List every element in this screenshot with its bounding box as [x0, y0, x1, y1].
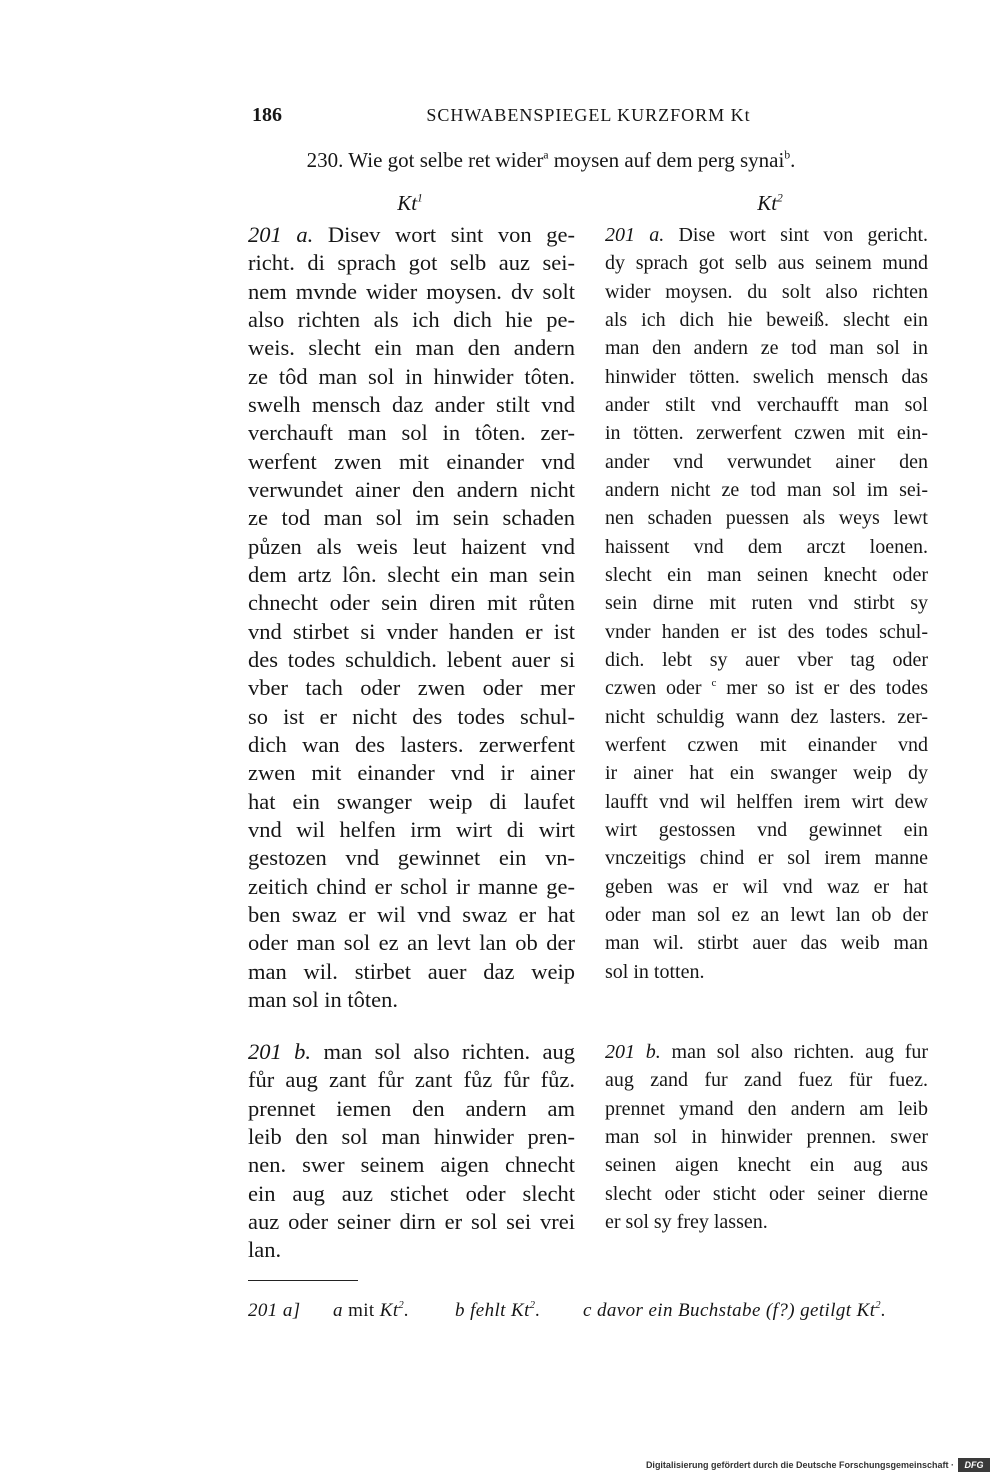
footnote-rule	[248, 1280, 358, 1281]
line-text: ze tôd man sol in hinwider tôten.	[248, 363, 575, 389]
line-text: also richten als ich dich hie pe-	[248, 306, 575, 332]
line-text: werfent czwen mit einander vnd	[605, 733, 928, 756]
page-number: 186	[252, 104, 282, 126]
chapter-title-text: moysen auf dem perg synai	[548, 148, 785, 172]
text-line	[248, 986, 575, 1014]
line-text: ben swaz er wil vnd swaz er hat	[248, 901, 575, 927]
paragraph-number: 201 a.	[248, 222, 314, 247]
line-text: auz oder seiner dirn er sol sei vrei	[248, 1208, 575, 1234]
text-line	[248, 1208, 575, 1236]
paragraph-201b	[605, 1038, 928, 1236]
text-line	[605, 788, 928, 816]
text-line	[248, 929, 575, 957]
text-line	[605, 561, 928, 589]
text-line	[605, 1123, 928, 1151]
line-text: ir ainer hat ein swanger weip dy	[605, 762, 928, 785]
text-line	[248, 1066, 575, 1094]
line-text: wirt gestossen vnd gewinnet ein	[605, 818, 928, 841]
siglum: Kt	[511, 1300, 530, 1321]
text-line	[248, 646, 575, 674]
line-text: des todes schuldich. lebent auer si	[248, 646, 575, 672]
line-text: slecht oder sticht oder seiner dierne	[605, 1182, 928, 1205]
text-line	[605, 759, 928, 787]
text-line	[248, 476, 575, 504]
text-line	[605, 1038, 928, 1066]
line-text: 201 a. Disev wort sint von ge-	[248, 222, 575, 247]
text-line	[248, 844, 575, 872]
line-text: czwen oder $^c$ mer so ist er des todes	[605, 677, 928, 700]
line-text: vnd stirbet si vnder handen er ist	[248, 618, 575, 644]
line-text: man den andern ze tod man sol in	[605, 337, 928, 360]
line-text: nen. swer seinem aigen chnecht	[248, 1152, 575, 1178]
text-line	[248, 221, 575, 249]
text-line	[605, 618, 928, 646]
text-line	[605, 1066, 928, 1094]
footnote-text: fehlt	[470, 1300, 506, 1321]
text-line	[605, 929, 928, 957]
text-line	[605, 334, 928, 362]
text-line	[605, 844, 928, 872]
text-line	[605, 873, 928, 901]
siglum-number: 2	[875, 1300, 882, 1312]
paragraph-201a	[605, 221, 928, 986]
line-text: chnecht oder sein diren mit růten	[248, 590, 575, 616]
siglum-number: 2	[777, 192, 783, 205]
text-line	[248, 731, 575, 759]
text-line	[605, 1180, 928, 1208]
text-line	[248, 1151, 575, 1179]
text-line	[605, 674, 928, 702]
line-text: oder man sol ez an lewt lan ob der	[605, 903, 928, 926]
line-text: hinwider tötten. swelich mensch das	[605, 365, 928, 388]
footnote-marker: c	[711, 677, 717, 689]
line-text: swelh mensch daz ander stilt vnd	[248, 391, 575, 417]
line-text: werfent zwen mit einander vnd	[248, 448, 575, 474]
line-text: vber tach oder zwen oder mer	[248, 675, 575, 701]
text-line	[248, 703, 575, 731]
text-line	[605, 419, 928, 447]
paragraph-number: 201 a.	[605, 224, 665, 246]
line-text: sol in totten.	[605, 960, 705, 983]
footnote-reference: 201 a]	[248, 1300, 301, 1321]
line-text: vnd wil helfen irm wirt di wirt	[248, 816, 575, 842]
line-text: ander vnd verwundet ainer den	[605, 450, 928, 473]
line-text: man wil. stirbt auer das weib man	[605, 932, 928, 955]
text-line	[248, 1123, 575, 1151]
text-line	[248, 533, 575, 561]
footnote-marker-a: a	[543, 149, 549, 162]
line-text: ander stilt vnd verchaufft man sol	[605, 393, 928, 416]
line-text: 201 b. man sol also richten. aug fur	[605, 1041, 929, 1063]
text-line	[248, 901, 575, 929]
text-line	[605, 703, 928, 731]
text-line	[248, 504, 575, 532]
siglum: Kt	[379, 1300, 399, 1321]
footnote-text: mit	[348, 1300, 375, 1321]
line-text: seinen aigen knecht ein aug aus	[605, 1154, 928, 1177]
footnote-mark: a	[333, 1300, 343, 1321]
footnotes	[248, 1297, 928, 1325]
line-text: dich. lebt sy auer vber tag oder	[605, 648, 928, 671]
line-text: hat ein swanger weip di laufet	[248, 788, 575, 814]
text-line	[605, 533, 928, 561]
chapter-title-text: 230. Wie got selbe ret wider	[306, 148, 544, 172]
text-line	[605, 958, 928, 986]
siglum: Kt	[757, 191, 778, 215]
line-text: so ist er nicht des todes schul-	[248, 703, 575, 729]
siglum-number: 1	[417, 192, 423, 205]
text-line	[605, 306, 928, 334]
line-text: man sol in hinwider prennen. swer	[605, 1125, 928, 1148]
text-line	[248, 589, 575, 617]
footnote-text: davor ein Buchstabe (f?) getilgt	[597, 1300, 852, 1321]
text-line	[605, 504, 928, 532]
text-line	[248, 334, 575, 362]
text-line	[248, 306, 575, 334]
line-text: dem artz lôn. slecht ein man sein	[248, 561, 575, 587]
line-text: als ich dich hie beweiß. slecht ein	[605, 308, 928, 331]
running-title: SCHWABENSPIEGEL KURZFORM Kt	[426, 105, 751, 125]
line-text: ein aug auz stichet oder slecht	[248, 1180, 575, 1206]
line-text: geben was er wil vnd waz er hat	[605, 875, 928, 898]
footnote-c	[583, 1297, 886, 1325]
text-line	[605, 249, 928, 277]
text-line	[248, 618, 575, 646]
text-line	[605, 1208, 928, 1236]
text-line	[605, 1151, 928, 1179]
line-text: gestozen vnd gewinnet ein vn-	[248, 845, 575, 871]
line-text: richt. di sprach got selb auz sei-	[248, 250, 575, 276]
line-text: prennet iemen den andern am	[248, 1095, 575, 1121]
text-line	[248, 958, 575, 986]
siglum-number: 2	[529, 1300, 536, 1312]
line-text: verchauft man sol in tôten. zer-	[248, 420, 575, 446]
line-text: sein dirne mit ruten vnd stirbt sy	[605, 592, 928, 615]
line-text: andern nicht ze tod man sol im sei-	[605, 478, 928, 501]
chapter-title-punct: .	[790, 148, 796, 172]
footnote-a	[333, 1297, 409, 1325]
line-text: nen schaden puessen als weys lewt	[605, 507, 928, 530]
text-line	[248, 759, 575, 787]
text-line	[605, 221, 928, 249]
footnote-b	[455, 1297, 541, 1325]
text-line	[605, 816, 928, 844]
line-text: man wil. stirbet auer daz weip	[248, 958, 575, 984]
line-text: oder man sol ez an levt lan ob der	[248, 930, 575, 956]
text-line	[248, 249, 575, 277]
line-text: laufft vnd wil helffen irem wirt dew	[605, 790, 928, 813]
text-line	[248, 1038, 575, 1066]
text-line	[248, 1095, 575, 1123]
line-text: zwen mit einander vnd ir ainer	[248, 760, 575, 786]
text-line	[248, 278, 575, 306]
line-text: haissent vnd dem arczt loenen.	[605, 535, 928, 558]
line-text: nem mvnde wider moysen. dv solt	[248, 278, 575, 304]
footnote-end: .	[535, 1300, 541, 1321]
text-line	[248, 363, 575, 391]
line-text: lan.	[248, 1237, 282, 1263]
text-line	[248, 674, 575, 702]
text-line	[605, 448, 928, 476]
footnote-marker-b: b	[784, 149, 791, 162]
line-text: ze tod man sol im sein schaden	[248, 505, 575, 531]
line-text: zeitich chind er schol ir manne ge-	[248, 873, 575, 899]
line-text: weis. slecht ein man den andern	[248, 335, 575, 361]
line-text: leib den sol man hinwider pren-	[248, 1123, 575, 1149]
line-text: nicht schuldig wann dez lasters. zer-	[605, 705, 928, 728]
text-column-kt1	[248, 0, 575, 1290]
text-line	[605, 476, 928, 504]
text-line	[605, 278, 928, 306]
text-line	[605, 589, 928, 617]
digitization-credit: Digitalisierung gefördert durch die Deutsche Forschungsgemeinschaft ·	[645, 1460, 954, 1470]
line-text: 201 a. Dise wort sint von gericht.	[605, 224, 929, 246]
dfg-logo: DFG	[958, 1458, 990, 1472]
line-text: půzen als weis leut haizent vnd	[248, 533, 575, 559]
text-line	[605, 646, 928, 674]
text-line	[605, 363, 928, 391]
text-line	[248, 391, 575, 419]
line-text: vnder handen er ist des todes schul-	[605, 620, 928, 643]
text-line	[605, 391, 928, 419]
line-text: 201 b. man sol also richten. aug	[248, 1039, 576, 1064]
line-text: aug zand fur zand fuez für fuez.	[605, 1069, 928, 1092]
siglum: Kt	[856, 1300, 876, 1321]
line-text: dich wan des lasters. zerwerfent	[248, 731, 575, 757]
paragraph-201a	[248, 221, 575, 1014]
text-line	[248, 448, 575, 476]
footnote-end: .	[881, 1300, 887, 1321]
siglum-number: 2	[398, 1300, 405, 1312]
text-line	[605, 901, 928, 929]
line-text: vnczeitigs chind er sol irem manne	[605, 847, 928, 870]
line-text: man sol in tôten.	[248, 986, 398, 1012]
line-text: in tötten. zerwerfent czwen mit ein-	[605, 422, 928, 445]
paragraph-number: 201 b.	[605, 1041, 661, 1063]
line-text: fůr aug zant fůr zant fůz fůr fůz.	[248, 1067, 575, 1093]
paragraph-201b	[248, 1038, 575, 1265]
text-line	[605, 1095, 928, 1123]
text-line	[248, 1236, 575, 1264]
siglum: Kt	[397, 191, 418, 215]
line-text: prennet ymand den andern am leib	[605, 1097, 928, 1120]
line-text: wider moysen. du solt also richten	[605, 280, 928, 303]
text-line	[248, 816, 575, 844]
line-text: slecht ein man seinen knecht oder	[605, 563, 928, 586]
text-line	[248, 873, 575, 901]
text-line	[248, 788, 575, 816]
footnote-mark: c	[583, 1300, 592, 1321]
text-line	[605, 731, 928, 759]
text-column-kt2	[605, 0, 928, 1290]
text-line	[248, 561, 575, 589]
footnote-mark: b	[455, 1300, 465, 1321]
text-line	[248, 1180, 575, 1208]
line-text: er sol sy frey lassen.	[605, 1210, 768, 1233]
footnote-end: .	[404, 1300, 410, 1321]
paragraph-number: 201 b.	[248, 1039, 312, 1064]
text-line	[248, 419, 575, 447]
line-text: dy sprach got selb aus seinem mund	[605, 252, 928, 275]
line-text: verwundet ainer den andern nicht	[248, 476, 575, 502]
